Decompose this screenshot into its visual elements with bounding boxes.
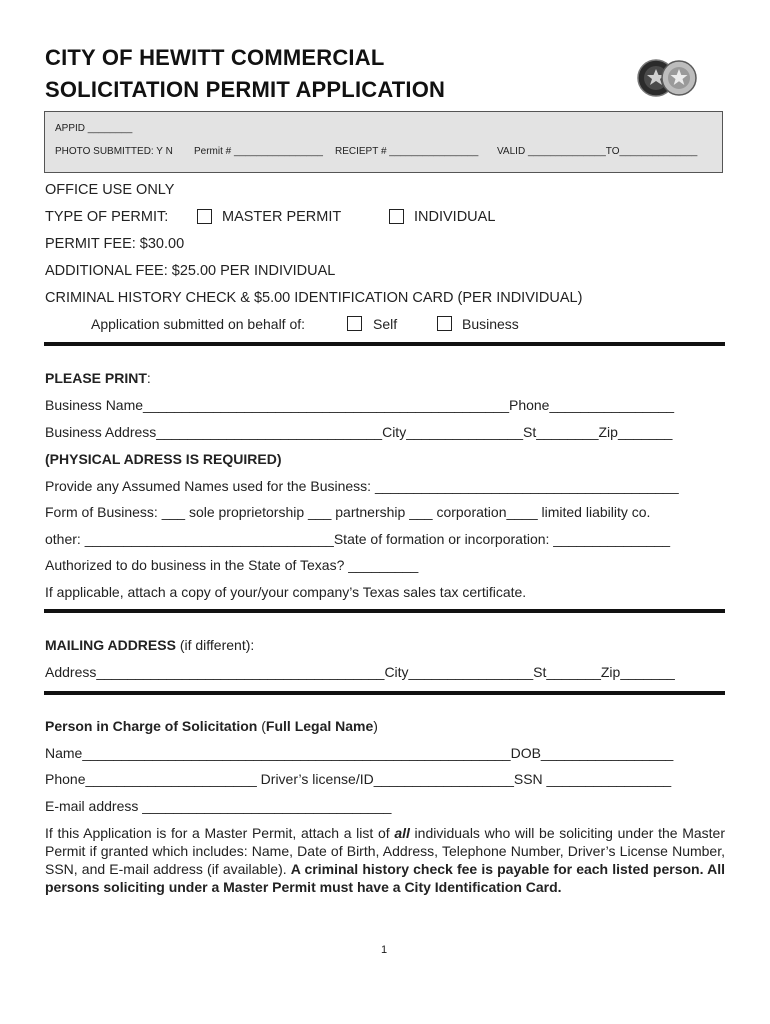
form-of-business-field[interactable]: Form of Business: ___ sole proprietorship ___ partnership ___ corporation____ limited liability co. (45, 504, 651, 520)
mailing-address-heading: MAILING ADDRESS (if different): (45, 637, 255, 653)
please-print-heading: PLEASE PRINT: (45, 370, 151, 386)
master-permit-label: MASTER PERMIT (222, 209, 342, 225)
police-badge-icon (637, 54, 699, 104)
business-address-field[interactable]: Business Address_____________________________City_______________St________Zip_______ (45, 424, 673, 440)
appid-field[interactable]: APPID ________ (55, 123, 133, 134)
criminal-check-fee: CRIMINAL HISTORY CHECK & $5.00 IDENTIFICATION CARD (PER INDIVIDUAL) (45, 290, 583, 306)
photo-submitted-field[interactable]: PHOTO SUBMITTED: Y N (55, 146, 173, 157)
person-phone-license-ssn-field[interactable]: Phone______________________ Driver’s license/ID__________________SSN ________________ (45, 771, 672, 787)
individual-checkbox[interactable] (389, 209, 404, 224)
person-in-charge-heading: Person in Charge of Solicitation (Full Legal Name) (45, 718, 378, 734)
section-divider (44, 691, 725, 695)
assumed-names-field[interactable]: Provide any Assumed Names used for the Business: _______________________________________ (45, 478, 679, 494)
city-seal-logo (637, 54, 699, 104)
page-title-line2: SOLICITATION PERMIT APPLICATION (45, 77, 446, 102)
self-checkbox[interactable] (347, 316, 362, 331)
behalf-label: Application submitted on behalf of: (91, 316, 306, 332)
authorized-texas-field[interactable]: Authorized to do business in the State of Texas? _________ (45, 557, 419, 573)
page-number: 1 (381, 944, 388, 956)
self-label: Self (373, 316, 398, 332)
permit-number-field[interactable]: Permit # ________________ (194, 146, 323, 157)
valid-dates-field[interactable]: VALID ______________TO______________ (497, 146, 698, 157)
individual-label: INDIVIDUAL (414, 209, 496, 225)
sales-tax-note: If applicable, attach a copy of your/your company’s Texas sales tax certificate. (45, 584, 527, 600)
person-name-dob-field[interactable]: Name_______________________________________________________DOB_________________ (45, 745, 674, 761)
page-title-line1: CITY OF HEWITT COMMERCIAL (45, 45, 385, 70)
business-checkbox[interactable] (437, 316, 452, 331)
office-use-box (44, 111, 723, 173)
type-of-permit-label: TYPE OF PERMIT: (45, 209, 169, 225)
receipt-number-field[interactable]: RECIEPT # ________________ (335, 146, 479, 157)
business-label: Business (462, 316, 519, 332)
permit-fee: PERMIT FEE: $30.00 (45, 236, 185, 252)
business-name-field[interactable]: Business Name_______________________________________________Phone________________ (45, 397, 675, 413)
person-email-field[interactable]: E-mail address ________________________________ (45, 798, 392, 814)
physical-address-note: (PHYSICAL ADRESS IS REQUIRED) (45, 451, 282, 467)
section-divider (44, 609, 725, 613)
section-divider (44, 342, 725, 346)
master-permit-checkbox[interactable] (197, 209, 212, 224)
mailing-address-field[interactable]: Address_____________________________________City________________St_______Zip_______ (45, 664, 675, 680)
office-use-heading: OFFICE USE ONLY (45, 182, 175, 198)
additional-fee: ADDITIONAL FEE: $25.00 PER INDIVIDUAL (45, 263, 336, 279)
master-permit-note: If this Application is for a Master Permit, attach a list of all individuals who will be soliciting under the Master Permit if granted which includes: Name, Date of Birth, Address, Telephone Number, Driver’s License Number, SSN, and E-mail address (if available). A criminal history check fee is payable for each listed person. All persons soliciting under a Master Permit must have a City Identification Card. (45, 825, 726, 895)
other-formation-field[interactable]: other: ________________________________State of formation or incorporation: _______________ (45, 531, 671, 547)
